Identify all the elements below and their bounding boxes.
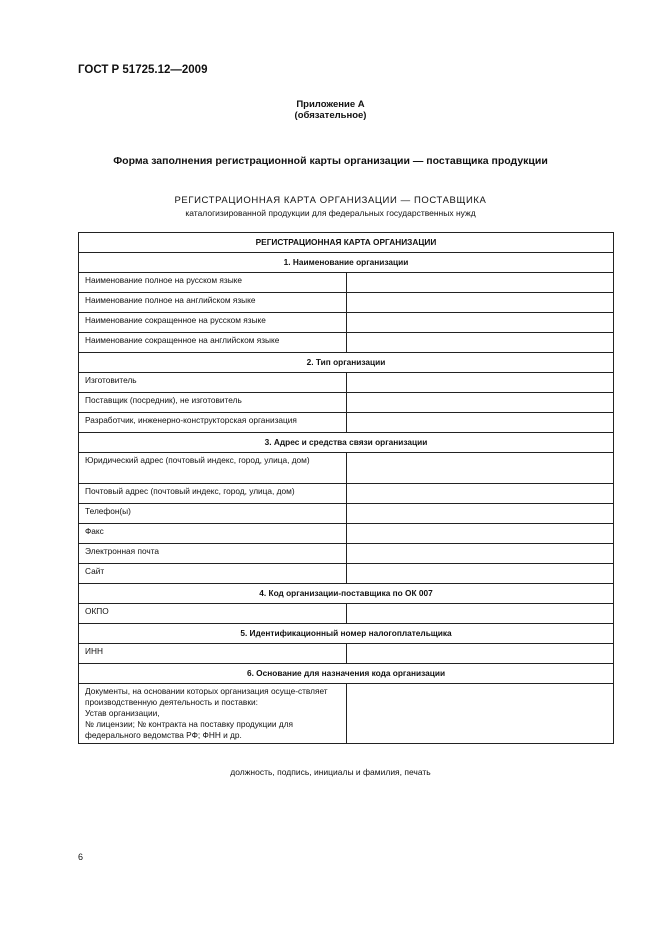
row-value-field[interactable] [346,524,614,544]
section-header-row [79,253,614,273]
row-label: Наименование полное на английском языке [79,293,347,313]
section-title: 5. Идентификационный номер налогоплательщика [79,624,614,644]
table-row [79,524,614,544]
annex-status: (обязательное) [294,110,367,121]
document-code: ГОСТ Р 51725.12—2009 [78,64,208,76]
table-row [79,413,614,433]
table-row [79,393,614,413]
card-subtitle: каталогизированной продукции для федеральных государственных нужд [185,208,476,218]
row-value-field[interactable] [346,373,614,393]
form-title: Форма заполнения регистрационной карты организации — поставщика продукции [113,155,548,167]
table-row [79,293,614,313]
row-value-field[interactable] [346,544,614,564]
row-value-field[interactable] [346,333,614,353]
annex-title: Приложение А [296,99,365,110]
table-row [79,484,614,504]
row-label: Наименование сокращенное на английском языке [79,333,347,353]
section-header-row [79,584,614,604]
row-value-field[interactable] [346,484,614,504]
table-title-row [79,233,614,253]
table-row [79,273,614,293]
registration-card-table [78,232,614,744]
section-title: 2. Тип организации [79,353,614,373]
row-value-field[interactable] [346,604,614,624]
row-label: Документы, на основании которых организация осуще-ствляет производственную деятельность и поставки: Устав организации, № лицензии; № контракта на поставку продукции для федерального ведомства РФ; ФНН и др. [79,684,347,744]
row-label: ОКПО [79,604,347,624]
row-value-field[interactable] [346,393,614,413]
section-header-row [79,433,614,453]
table-row [79,313,614,333]
card-title: РЕГИСТРАЦИОННАЯ КАРТА ОРГАНИЗАЦИИ — ПОСТАВЩИКА [174,195,487,206]
row-value-field[interactable] [346,273,614,293]
row-label: Наименование полное на русском языке [79,273,347,293]
row-value-field[interactable] [346,684,614,744]
row-value-field[interactable] [346,453,614,484]
row-value-field[interactable] [346,413,614,433]
row-label: Факс [79,524,347,544]
table-row [79,333,614,353]
table-row [79,684,614,744]
section-title: 4. Код организации-поставщика по ОК 007 [79,584,614,604]
table-row [79,644,614,664]
row-label: Юридический адрес (почтовый индекс, город, улица, дом) [79,453,347,484]
section-header-row [79,624,614,644]
row-label: Разработчик, инженерно-конструкторская организация [79,413,347,433]
table-row [79,604,614,624]
table-row [79,373,614,393]
table-row [79,544,614,564]
row-value-field[interactable] [346,644,614,664]
table-row [79,453,614,484]
section-header-row [79,353,614,373]
row-value-field[interactable] [346,293,614,313]
row-label: Поставщик (посредник), не изготовитель [79,393,347,413]
row-label: Сайт [79,564,347,584]
section-title: 1. Наименование организации [79,253,614,273]
row-label: Изготовитель [79,373,347,393]
row-label: Почтовый адрес (почтовый индекс, город, улица, дом) [79,484,347,504]
row-label: Телефон(ы) [79,504,347,524]
row-label: Наименование сокращенное на русском языке [79,313,347,333]
table-row [79,504,614,524]
row-value-field[interactable] [346,564,614,584]
section-title: 6. Основание для назначения кода организации [79,664,614,684]
annex-heading [0,99,661,121]
signature-line-caption: должность, подпись, инициалы и фамилия, печать [230,767,431,777]
row-value-field[interactable] [346,504,614,524]
row-value-field[interactable] [346,313,614,333]
page-number: 6 [78,852,84,862]
row-label: Электронная почта [79,544,347,564]
row-label: ИНН [79,644,347,664]
section-title: 3. Адрес и средства связи организации [79,433,614,453]
table-title: РЕГИСТРАЦИОННАЯ КАРТА ОРГАНИЗАЦИИ [79,233,614,253]
section-header-row [79,664,614,684]
table-row [79,564,614,584]
